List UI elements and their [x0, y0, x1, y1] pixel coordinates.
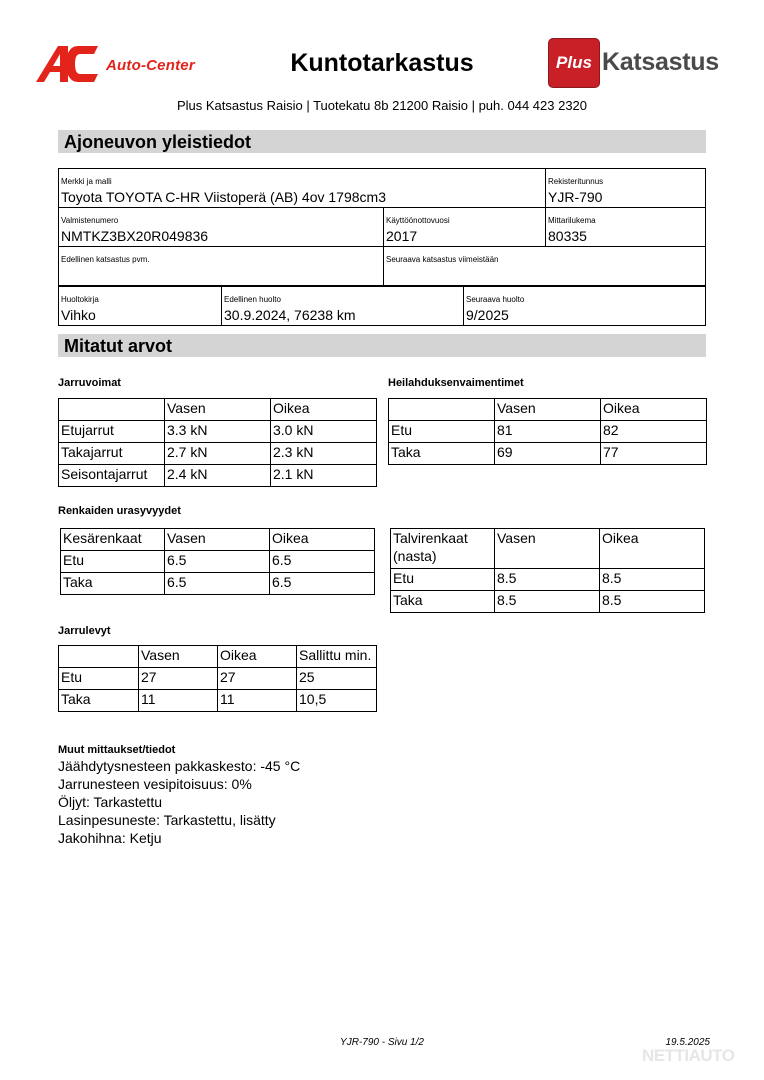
table-cell: 3.0 kN	[271, 421, 377, 443]
table-header-row	[61, 529, 375, 551]
servicebook-label: Huoltokirja	[61, 295, 99, 304]
table-cell: Taka	[61, 573, 165, 595]
table-header-cell: Oikea	[270, 529, 375, 551]
table-header-cell: Vasen	[165, 399, 271, 421]
next-service-cell	[463, 287, 705, 325]
misc-line: Jakohihna: Ketju	[58, 830, 162, 846]
table-cell: 11	[139, 690, 218, 712]
table-header-cell: Vasen	[139, 646, 218, 668]
registration-value: YJR-790	[548, 189, 603, 205]
vin-value: NMTKZ3BX20R049836	[61, 228, 209, 244]
table-header-row	[59, 646, 377, 668]
plus-katsastus-logo	[548, 38, 728, 88]
table-header-row	[391, 529, 705, 569]
shocks-table	[388, 398, 707, 465]
table-row	[59, 465, 377, 487]
summer-tires-table	[60, 528, 375, 595]
table-cell: Taka	[391, 591, 495, 613]
table-header-cell: Oikea	[601, 399, 707, 421]
table-cell: 6.5	[270, 573, 375, 595]
prev-inspection-cell	[59, 247, 383, 285]
prev-inspection-label: Edellinen katsastus pvm.	[61, 255, 150, 264]
table-row	[61, 573, 375, 595]
table-cell: 27	[218, 668, 297, 690]
next-service-value: 9/2025	[466, 307, 509, 323]
next-service-label: Seuraava huolto	[466, 295, 525, 304]
make-model-cell	[59, 169, 545, 207]
table-cell: 82	[601, 421, 707, 443]
table-cell: 8.5	[600, 569, 705, 591]
table-header-cell	[59, 399, 165, 421]
table-cell: 8.5	[600, 591, 705, 613]
table-cell: 11	[218, 690, 297, 712]
table-header-cell: Oikea	[600, 529, 705, 569]
prev-service-cell	[221, 287, 463, 325]
table-header-cell: Sallittu min.	[297, 646, 377, 668]
table-cell: 2.3 kN	[271, 443, 377, 465]
table-cell: 6.5	[165, 573, 270, 595]
next-inspection-label: Seuraava katsastus viimeistään	[386, 255, 499, 264]
servicebook-cell	[59, 287, 221, 325]
table-header-cell	[59, 646, 139, 668]
ac-logo-mark-icon	[36, 44, 106, 84]
winter-tires-table	[390, 528, 705, 613]
table-header-cell: Kesärenkaat	[61, 529, 165, 551]
section-vehicle-info: Ajoneuvon yleistiedot	[58, 130, 706, 153]
table-cell: 2.7 kN	[165, 443, 271, 465]
table-cell: Etujarrut	[59, 421, 165, 443]
shocks-title: Heilahduksenvaimentimet	[388, 377, 524, 389]
info-row-1	[58, 168, 706, 208]
table-cell: 77	[601, 443, 707, 465]
auto-center-logo	[36, 44, 226, 84]
info-row-4	[58, 286, 706, 326]
info-row-3	[58, 246, 706, 286]
table-row	[59, 668, 377, 690]
table-cell: 6.5	[165, 551, 270, 573]
page-number: YJR-790 - Sivu 1/2	[340, 1037, 424, 1048]
info-row-2	[58, 207, 706, 247]
vin-cell	[59, 208, 383, 246]
make-model-label: Merkki ja malli	[61, 177, 112, 186]
misc-line: Lasinpesuneste: Tarkastettu, lisätty	[58, 812, 276, 828]
misc-title: Muut mittaukset/tiedot	[58, 744, 176, 756]
section-measured-values: Mitatut arvot	[58, 334, 706, 357]
table-row	[389, 421, 707, 443]
table-cell: Taka	[389, 443, 495, 465]
table-cell: 8.5	[495, 591, 600, 613]
registration-cell	[545, 169, 705, 207]
year-label: Käyttöönottovuosi	[386, 216, 450, 225]
plus-logo-word: Katsastus	[602, 48, 719, 76]
table-cell: 10,5	[297, 690, 377, 712]
plus-logo-box: Plus	[548, 38, 600, 88]
table-row	[59, 443, 377, 465]
table-row	[59, 421, 377, 443]
year-cell	[383, 208, 545, 246]
table-header-cell: Vasen	[495, 529, 600, 569]
odometer-cell	[545, 208, 705, 246]
brake-discs-table	[58, 645, 377, 712]
tires-title: Renkaiden urasyvyydet	[58, 505, 181, 517]
prev-service-label: Edellinen huolto	[224, 295, 281, 304]
table-header-cell: Vasen	[165, 529, 270, 551]
table-cell: 8.5	[495, 569, 600, 591]
table-row	[61, 551, 375, 573]
table-header-cell: Talvirenkaat (nasta)	[391, 529, 495, 569]
discs-title: Jarrulevyt	[58, 625, 111, 637]
table-row	[389, 443, 707, 465]
year-value: 2017	[386, 228, 418, 244]
nettiauto-watermark: NETTIAUTO	[642, 1046, 735, 1065]
odometer-label: Mittarilukema	[548, 216, 596, 225]
table-header-cell: Oikea	[218, 646, 297, 668]
table-row	[391, 569, 705, 591]
misc-line: Jarrunesteen vesipitoisuus: 0%	[58, 776, 252, 792]
table-header-cell	[389, 399, 495, 421]
table-cell: 3.3 kN	[165, 421, 271, 443]
vin-label: Valmistenumero	[61, 216, 119, 225]
table-cell: 25	[297, 668, 377, 690]
servicebook-value: Vihko	[61, 307, 96, 323]
table-cell: 2.1 kN	[271, 465, 377, 487]
table-cell: 81	[495, 421, 601, 443]
misc-measurements	[58, 743, 300, 847]
make-model-value: Toyota TOYOTA C-HR Viistoperä (AB) 4ov 1798cm3	[61, 189, 386, 205]
misc-line: Öljyt: Tarkastettu	[58, 794, 163, 810]
next-inspection-cell	[383, 247, 705, 285]
table-cell: Etu	[59, 668, 139, 690]
misc-line: Jäähdytysnesteen pakkaskesto: -45 °C	[58, 758, 301, 774]
table-cell: Seisontajarrut	[59, 465, 165, 487]
brakes-title: Jarruvoimat	[58, 377, 121, 389]
table-cell: Takajarrut	[59, 443, 165, 465]
table-cell: Taka	[59, 690, 139, 712]
table-header-cell: Oikea	[271, 399, 377, 421]
brakes-table	[58, 398, 377, 487]
table-cell: Etu	[389, 421, 495, 443]
registration-label: Rekisteritunnus	[548, 177, 604, 186]
table-row	[59, 690, 377, 712]
table-cell: 69	[495, 443, 601, 465]
table-cell: 2.4 kN	[165, 465, 271, 487]
table-header-cell: Vasen	[495, 399, 601, 421]
odometer-value: 80335	[548, 228, 587, 244]
table-cell: Etu	[391, 569, 495, 591]
table-header-row	[389, 399, 707, 421]
footer-date: 19.5.2025	[665, 1037, 710, 1048]
page-title: Kuntotarkastus	[290, 49, 474, 77]
table-row	[391, 591, 705, 613]
ac-logo-text: Auto-Center	[106, 57, 195, 74]
contact-subheader: Plus Katsastus Raisio | Tuotekatu 8b 21200 Raisio | puh. 044 423 2320	[176, 98, 588, 113]
prev-service-value: 30.9.2024, 76238 km	[224, 307, 356, 323]
table-cell: Etu	[61, 551, 165, 573]
table-cell: 27	[139, 668, 218, 690]
table-cell: 6.5	[270, 551, 375, 573]
table-header-row	[59, 399, 377, 421]
